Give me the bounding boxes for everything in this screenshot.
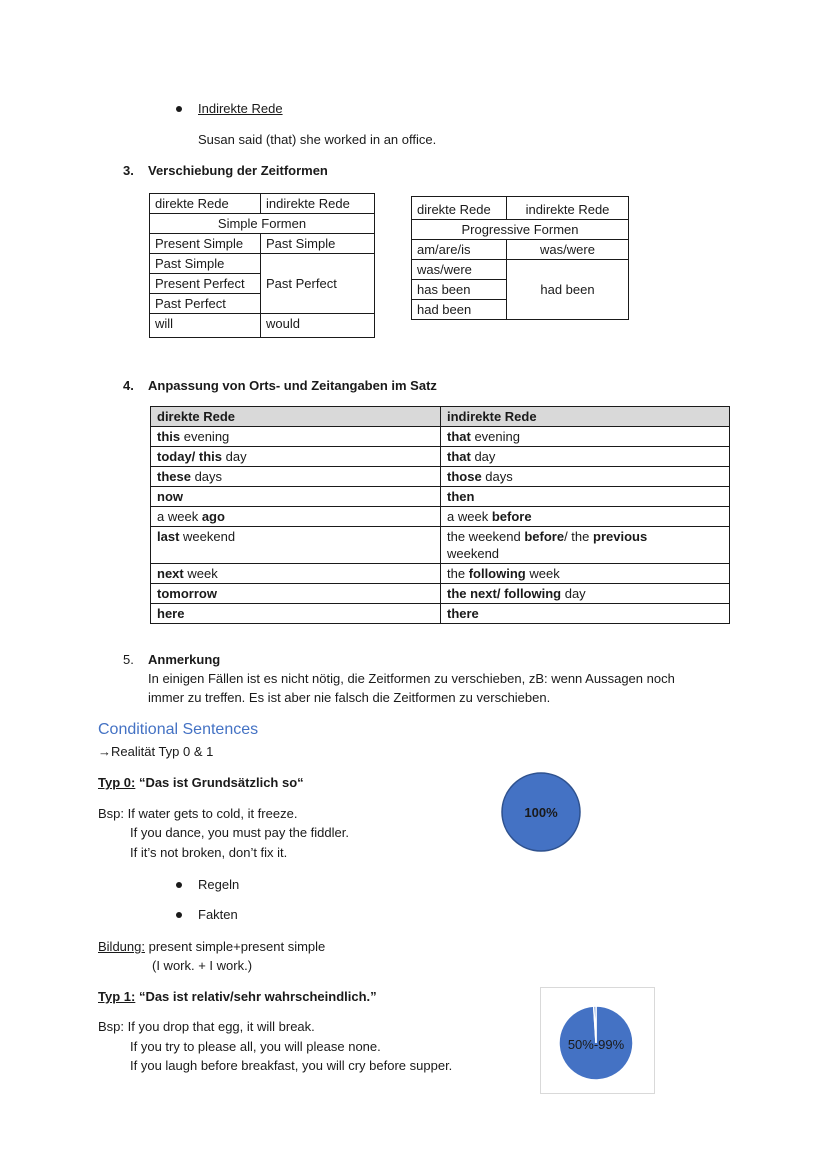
- table-cell: Past Perfect: [150, 294, 261, 314]
- table-cell: had been: [412, 300, 507, 320]
- table-row: here there: [151, 604, 730, 624]
- typ0-example-3: If it’s not broken, don’t fix it.: [130, 845, 288, 860]
- bullet-icon: [176, 106, 182, 112]
- table-row: now then: [151, 487, 730, 507]
- table-cell: indirekte Rede: [261, 194, 375, 214]
- table-cell: Past Simple: [150, 254, 261, 274]
- table-header-cell: indirekte Rede: [441, 407, 730, 427]
- table-cell: was/were: [507, 240, 629, 260]
- typ0-heading: [98, 775, 304, 790]
- table-cell: had been: [507, 260, 629, 320]
- typ0-bullet-rules: Regeln: [198, 877, 240, 892]
- table-cell: has been: [412, 280, 507, 300]
- section-3-title: Verschiebung der Zeitformen: [148, 163, 328, 178]
- table-row: tomorrow the next/ following day: [151, 584, 730, 604]
- pie-label-100: 100%: [524, 805, 558, 820]
- pie-label-50-99: 50%-99%: [567, 1037, 625, 1052]
- typ1-label: Typ 1:: [98, 989, 136, 1004]
- typ1-example-2: If you try to please all, you will please none.: [130, 1039, 381, 1054]
- section-4-title: Anpassung von Orts- und Zeitangaben im Satz: [148, 378, 437, 393]
- section-5-line-2: immer zu treffen. Es ist aber nie falsch die Zeitformen zu verschieben.: [148, 690, 551, 705]
- table-row: next week the following week: [151, 564, 730, 584]
- section-5-number: 5.: [123, 652, 134, 667]
- typ1-example-3: If you laugh before breakfast, you will cry before supper.: [130, 1058, 453, 1073]
- indirect-speech-label: Indirekte Rede: [198, 101, 283, 116]
- typ0-title: “Das ist Grundsätzlich so“: [135, 775, 304, 790]
- typ0-bildung-example: (I work. + I work.): [152, 958, 253, 973]
- progressive-forms-table: [411, 196, 629, 320]
- conditional-heading: Conditional Sentences: [98, 721, 259, 738]
- table-cell: Past Simple: [261, 234, 375, 254]
- table-cell: Present Simple: [150, 234, 261, 254]
- bildung-label: Bildung:: [98, 939, 145, 954]
- typ1-title: “Das ist relativ/sehr wahrscheindlich.”: [135, 989, 377, 1004]
- table-row: these days those days: [151, 467, 730, 487]
- simple-forms-table: [149, 193, 375, 338]
- table-cell: direkte Rede: [150, 194, 261, 214]
- table-subtitle: Simple Formen: [150, 214, 375, 234]
- typ0-label: Typ 0:: [98, 775, 136, 790]
- section-5-title: Anmerkung: [148, 652, 221, 667]
- typ1-heading: [98, 989, 377, 1004]
- table-cell: would: [261, 314, 375, 338]
- section-4-number: 4.: [123, 378, 134, 393]
- typ0-bullet-facts: Fakten: [198, 907, 238, 922]
- table-cell: direkte Rede: [412, 197, 507, 220]
- section-5-line-1: In einigen Fällen ist es nicht nötig, die Zeitformen zu verschieben, zB: wenn Aussagen noch: [148, 671, 675, 686]
- table-cell: am/are/is: [412, 240, 507, 260]
- table-cell: will: [150, 314, 261, 338]
- section-3-number: 3.: [123, 163, 134, 178]
- typ0-bildung: [98, 939, 325, 954]
- table-header-cell: direkte Rede: [151, 407, 441, 427]
- table-subtitle: Progressive Formen: [412, 220, 629, 240]
- table-cell: Present Perfect: [150, 274, 261, 294]
- table-row: this evening that evening: [151, 427, 730, 447]
- conditional-subline: →Realität Typ 0 & 1: [98, 744, 214, 759]
- bullet-icon: [176, 912, 182, 918]
- typ0-example-2: If you dance, you must pay the fiddler.: [130, 825, 349, 840]
- typ1-example-1: Bsp: If you drop that egg, it will break.: [98, 1019, 315, 1034]
- table-cell: indirekte Rede: [507, 197, 629, 220]
- table-row: last weekend the weekend before/ the previous weekend: [151, 527, 730, 564]
- table-row: today/ this day that day: [151, 447, 730, 467]
- pie-chart-100: [500, 771, 584, 855]
- bullet-icon: [176, 882, 182, 888]
- table-cell: Past Perfect: [261, 254, 375, 314]
- typ0-example-1: Bsp: If water gets to cold, it freeze.: [98, 806, 298, 821]
- indirect-speech-example: Susan said (that) she worked in an office.: [198, 132, 437, 147]
- table-cell: was/were: [412, 260, 507, 280]
- pie-chart-50-99: [555, 1002, 639, 1086]
- bildung-text: present simple+present simple: [144, 939, 326, 954]
- place-time-table: [150, 406, 730, 624]
- table-row: a week ago a week before: [151, 507, 730, 527]
